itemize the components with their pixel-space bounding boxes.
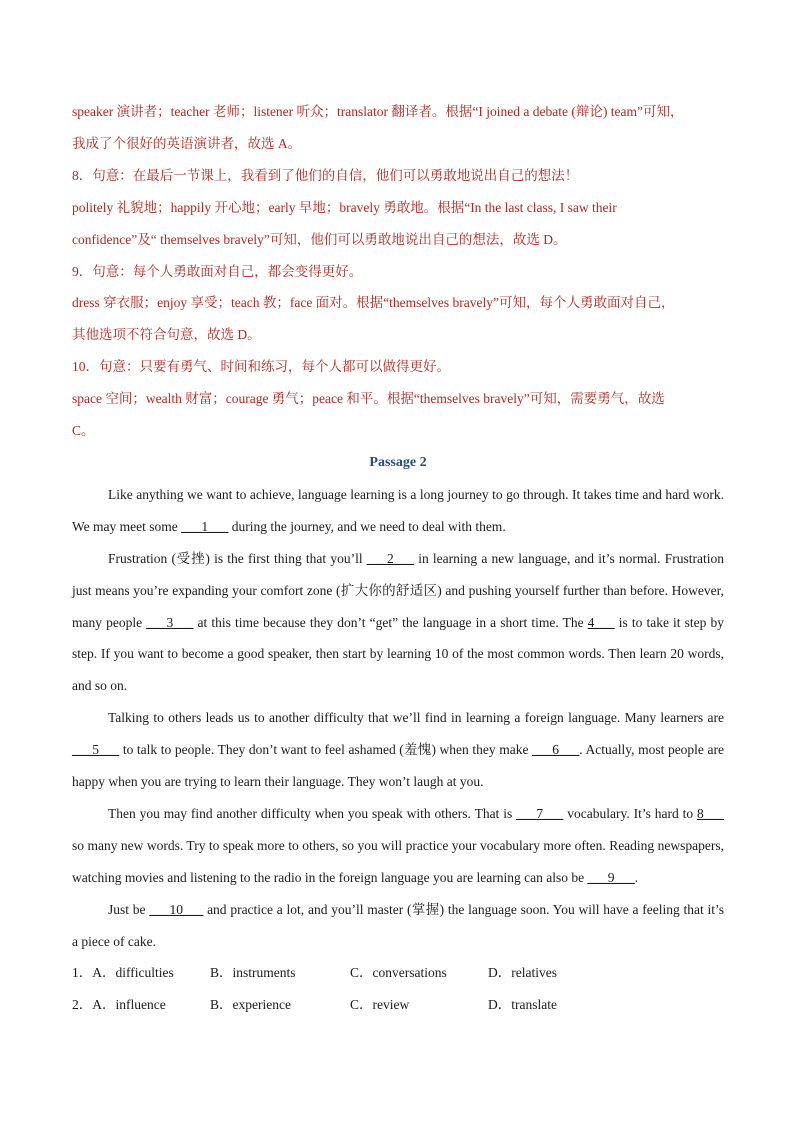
blank-4: 4___ (587, 614, 615, 630)
blank-8: 8___ (697, 805, 724, 821)
blank-9: ___9___ (587, 869, 635, 885)
answer-line: dress 穿衣服；enjoy 享受；teach 教；face 面对。根据“themselves bravely”可知，每个人勇敢面对自己， (72, 295, 675, 311)
blank-10: ___10___ (149, 901, 204, 917)
option-d: D．relatives (488, 965, 557, 981)
question-row (72, 957, 724, 989)
question-options (72, 957, 724, 1021)
option-d: D．translate (488, 997, 557, 1013)
answer-line: 10．句意：只要有勇气、时间和练习，每个人都可以做得更好。 (72, 359, 450, 375)
question-row (72, 989, 724, 1021)
option-c: C．review (350, 997, 410, 1013)
option-a: 1．A．difficulties (72, 965, 174, 981)
blank-2: ___2___ (366, 550, 415, 566)
passage-title: Passage 2 (369, 454, 427, 470)
blank-1: ___1___ (181, 518, 229, 534)
passage-paragraph: Just be ___10___ and practice a lot, and you’ll master (掌握) the language soon. You will have a feeling that it’s a piece of cake. (72, 901, 725, 949)
answer-line: 其他选项不符合句意，故选 D。 (72, 327, 261, 343)
answer-line: politely 礼貌地；happily 开心地；early 早地；bravely 勇敢地。根据“In the last class, I saw their (72, 199, 617, 215)
passage-paragraph: Then you may find another difficulty when you speak with others. That is ___7___ vocabulary. It’s hard to 8___ so many new words. Try to speak more to others, so you will practice your vocabulary more often. Reading newspapers, watching movies and listening to the radio in the foreign language you are learning can also be ___9___. (72, 805, 724, 885)
answer-explanations (72, 96, 724, 447)
passage-paragraph: Frustration (受挫) is the first thing that you’ll ___2___ in learning a new language, and it’s normal. Frustration just means you’re expanding your comfort zone (扩大你的舒适区) and pushing yourself further than before. However, many people ___3___ at this time because they don’t “get” the language in a short time. The 4___ is to take it step by step. If you want to become a good speaker, then start by learning 10 of the most common words. Then learn 20 words, and so on. (72, 550, 724, 694)
answer-line: C。 (72, 423, 95, 439)
blank-3: ___3___ (146, 614, 194, 630)
answer-line: speaker 演讲者；teacher 老师；listener 听众；translator 翻译者。根据“I joined a debate (辩论) team”可知， (72, 104, 684, 119)
page-content (72, 96, 724, 1021)
answer-line: 9．句意：每个人勇敢面对自己，都会变得更好。 (72, 263, 363, 279)
option-b: B．experience (210, 997, 291, 1013)
blank-7: ___7___ (516, 805, 564, 821)
option-c: C．conversations (350, 965, 447, 981)
option-b: B．instruments (210, 965, 296, 981)
blank-6: ___6___ (532, 742, 580, 758)
answer-line: confidence”及“ themselves bravely”可知，他们可以勇敢地说出自己的想法，故选 D。 (72, 231, 567, 247)
answer-line: 我成了个很好的英语演讲者，故选 A。 (72, 135, 302, 151)
passage-paragraph: Talking to others leads us to another difficulty that we’ll find in learning a foreign language. Many learners are ___5___ to talk to people. They don’t want to feel ashamed (羞愧) when they make ___6___. Actually, most people are happy when you are trying to learn their language. They won’t laugh at you. (72, 710, 724, 790)
passage-paragraph: Like anything we want to achieve, language learning is a long journey to go through. It takes time and hard work. We may meet some ___1___ during the journey, and we need to deal with them. (72, 486, 724, 534)
answer-line: 8．句意：在最后一节课上，我看到了他们的自信，他们可以勇敢地说出自己的想法！ (72, 167, 579, 183)
answer-line: space 空间；wealth 财富；courage 勇气；peace 和平。根据“themselves bravely”可知，需要勇气，故选 (72, 391, 665, 407)
blank-5: ___5___ (72, 742, 120, 758)
option-a: 2．A．influence (72, 997, 166, 1013)
